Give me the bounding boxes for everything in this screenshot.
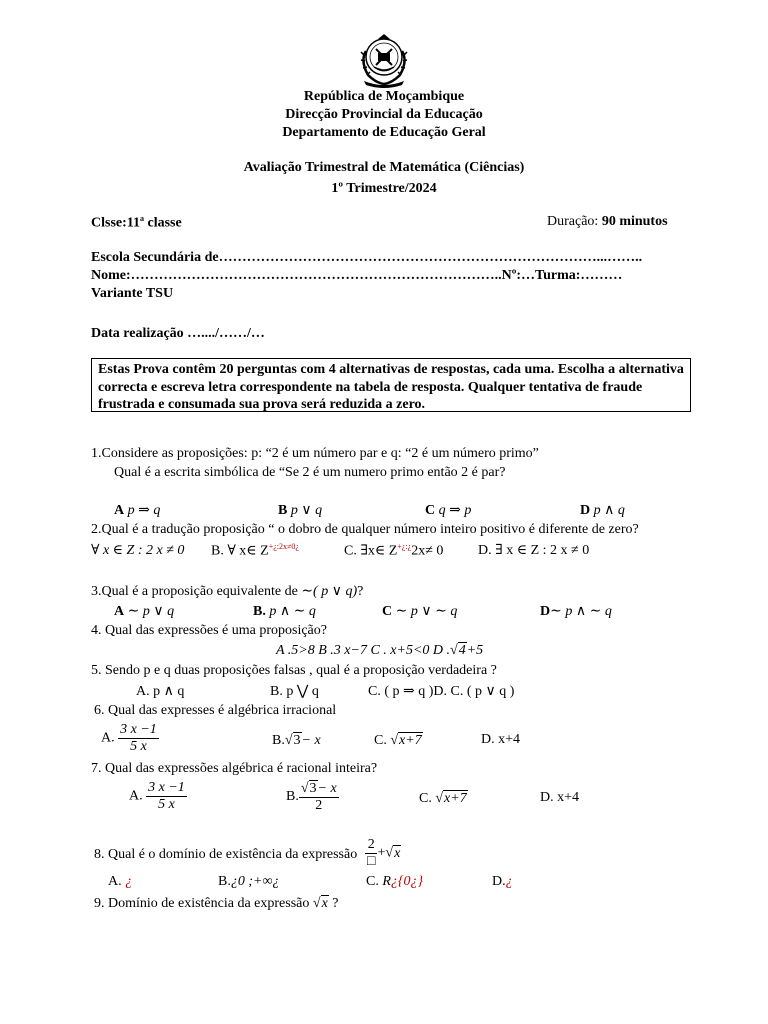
name-line: Nome:……………………………………………………………………..Nº:…Turma:……… [91, 268, 623, 283]
q5-statement: 5. Sendo p e q duas proposições falsas , qual é a proposição verdadeira ? [91, 663, 497, 678]
q6-statement: 6. Qual das expresses é algébrica irracional [94, 703, 337, 718]
q7-statement: 7. Qual das expressões algébrica é racional inteira? [91, 761, 378, 776]
mozambique-emblem-icon [356, 31, 412, 89]
q8-option-b: B.¿0 ;+∞¿ [218, 874, 280, 889]
trimester-title: 1º Trimestre/2024 [331, 181, 437, 196]
q9-statement: 9. Domínio de existência da expressão √x ? [94, 896, 339, 911]
q1-question: Qual é a escrita simbólica de “Se 2 é um numero primo então 2 é par? [114, 465, 506, 480]
q6-option-d: D. x+4 [481, 732, 521, 747]
q1-statement: 1.Considere as proposições: p: “2 é um número par e q: “2 é um número primo” [91, 446, 539, 461]
q1-option-c: C q ⇒ p [425, 503, 472, 518]
q3-option-c: C ∼ p ∨ ∼ q [382, 604, 458, 619]
q8-option-d: D.¿ [492, 874, 513, 889]
instructions-box: Estas Prova contêm 20 perguntas com 4 alternativas de respostas, cada uma. Escolha a alternativa correcta e escreva letra correspondente na tabela de resposta. Qualquer tentativa de fraude frustrada e consumada sua prova será reduzida a zero. [91, 358, 691, 412]
q2-option-c: C. ∃x∈ Z+¿:¿2x≠ 0 [344, 542, 444, 559]
q2-option-b: B. ∀ x∈ $Z^{+¿:2x\ne 0¿}$ [211, 542, 299, 559]
q2-option-a: ∀ x ∈ Z : 2 x ≠ 0 [91, 543, 185, 558]
exam-title: Avaliação Trimestral de Matemática (Ciências) [243, 160, 525, 175]
q6-option-a: A. $\frac{3 x -1}{5 x}$ [101, 722, 157, 754]
date-line: Data realização …..../……/… [91, 326, 265, 341]
duration: Duração: 90 minutos [547, 214, 668, 229]
q7-option-b: B. $\frac{√3- x}{2}$ [286, 781, 337, 813]
q7-option-d: D. x+4 [540, 790, 580, 805]
q3-option-b: B. p ∧ ∼ q [253, 604, 316, 619]
q6-option-c: C. √x+7 [374, 733, 422, 748]
q8-expression: $\frac{2}{□}$ +√x [367, 837, 401, 869]
q7-option-a: A. $\frac{3 x -1}{5 x}$ [129, 780, 185, 812]
q3-option-a: A ∼ p ∨ q [114, 604, 175, 619]
variant: Variante TSU [91, 286, 174, 301]
q5-option-a: A. p ∧ q [136, 684, 185, 699]
q1-option-b: B p ∨ q [278, 503, 323, 518]
q3-statement: 3.Qual é a proposição equivalente de ∼( p ∨ q)? [91, 584, 364, 599]
direction-title: Direcção Provincial da Educação [285, 107, 483, 122]
department-title: Departamento de Educação Geral [282, 125, 486, 140]
q8-option-c: C. R¿{0¿} [366, 874, 424, 889]
q1-option-d: D p ∧ q [580, 503, 625, 518]
q2-statement: 2.Qual é a tradução proposição “ o dobro de qualquer número inteiro positivo é diferente de zero? [91, 522, 639, 537]
republic-title: República de Moçambique [303, 89, 465, 104]
q8-option-a: A. ¿ [108, 874, 133, 889]
q4-statement: 4. Qual das expressões é uma proposição? [91, 623, 327, 638]
q8-statement: 8. Qual é o domínio de existência da expressão [94, 847, 358, 862]
class-label: Clsse:11$^a$ classe [91, 214, 182, 231]
school-line: Escola Secundária de………………………………………………………………………...…….. [91, 250, 643, 265]
q6-option-b: B.√3− x [272, 733, 321, 748]
q2-option-d: D. ∃ x ∈ Z : 2 x ≠ 0 [478, 543, 590, 558]
q3-option-d: D∼ p ∧ ∼ q [540, 604, 612, 619]
q1-option-a: A p ⇒ q [114, 503, 161, 518]
q4-options: A .5>8 B .3 x−7 C . x+5<0 D .√4+5 [276, 643, 484, 658]
q7-option-c: C. √x+7 [419, 791, 467, 806]
q5-options-cd: C. ( p ⇒ q )D. C. ( p ∨ q ) [368, 684, 515, 699]
q5-option-b: B. p ⋁ q [270, 684, 319, 699]
